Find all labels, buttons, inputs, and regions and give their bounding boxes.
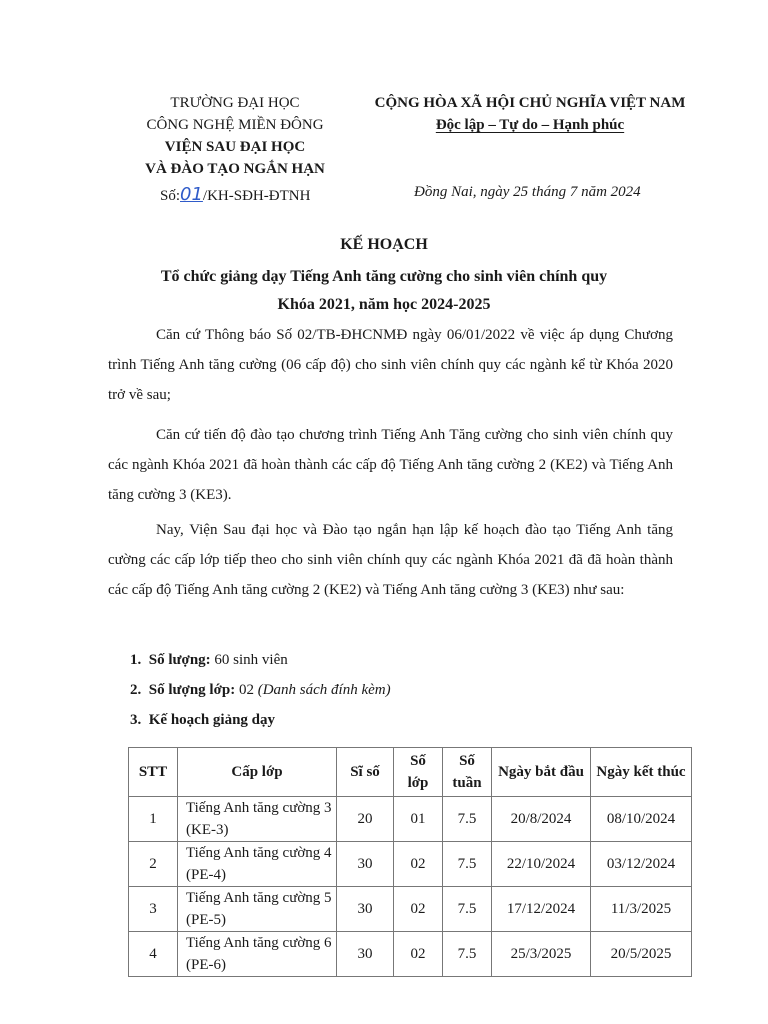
document-number	[160, 184, 310, 205]
item-label: Kế hoạch giảng dạy	[148, 712, 276, 728]
cell-end: 20/5/2025	[591, 932, 692, 977]
cell-weeks: 7.5	[443, 932, 492, 977]
cell-size: 30	[337, 842, 394, 887]
org-line-2: CÔNG NGHỆ MIỀN ĐÔNG	[146, 117, 324, 133]
cell-weeks: 7.5	[443, 887, 492, 932]
item-number: 2.	[130, 682, 142, 698]
col-header-stt: STT	[129, 748, 178, 797]
country-name: CỘNG HÒA XÃ HỘI CHỦ NGHĨA VIỆT NAM	[374, 95, 686, 111]
cell-classes: 01	[394, 797, 443, 842]
cell-weeks: 7.5	[443, 797, 492, 842]
doc-number-suffix: /KH-SĐH-ĐTNH	[202, 188, 311, 204]
plan-items	[130, 645, 391, 735]
table-row	[129, 932, 692, 977]
cell-start: 20/8/2024	[492, 797, 591, 842]
document-subtitle-1: Tổ chức giảng dạy Tiếng Anh tăng cường cho sinh viên chính quy	[160, 268, 608, 285]
org-line-3: VIỆN SAU ĐẠI HỌC	[164, 139, 306, 155]
paragraph-decision	[108, 515, 673, 605]
cell-stt: 3	[129, 887, 178, 932]
list-item	[130, 645, 391, 675]
cell-start: 25/3/2025	[492, 932, 591, 977]
cell-level: Tiếng Anh tăng cường 5 (PE-5)	[178, 887, 337, 932]
col-header-start: Ngày bắt đầu	[492, 748, 591, 797]
paragraph-text: Nay, Viện Sau đại học và Đào tạo ngắn hạn lập kế hoạch đào tạo Tiếng Anh tăng cường các cấp lớp tiếp theo cho sinh viên chính quy các ngành Khóa 2021 đã đã hoàn thành các cấp độ Tiếng Anh tăng cường 2 (KE2) và Tiếng Anh tăng cường 3 (KE3) như sau:	[108, 522, 673, 598]
national-motto: Độc lập – Tự do – Hạnh phúc	[435, 117, 625, 133]
cell-start: 17/12/2024	[492, 887, 591, 932]
table-header-row	[129, 748, 692, 797]
cell-level: Tiếng Anh tăng cường 3 (KE-3)	[178, 797, 337, 842]
cell-level: Tiếng Anh tăng cường 6 (PE-6)	[178, 932, 337, 977]
cell-level: Tiếng Anh tăng cường 4 (PE-4)	[178, 842, 337, 887]
org-line-1: TRƯỜNG ĐẠI HỌC	[170, 95, 300, 111]
cell-classes: 02	[394, 932, 443, 977]
organization-header	[110, 92, 360, 180]
item-value: 02	[235, 682, 258, 698]
place-date: Đồng Nai, ngày 25 tháng 7 năm 2024	[414, 184, 641, 200]
doc-number-handwritten: 01	[180, 184, 203, 205]
paragraph-text: Căn cứ Thông báo Số 02/TB-ĐHCNMĐ ngày 06/01/2022 về việc áp dụng Chương trình Tiếng Anh tăng cường (06 cấp độ) cho sinh viên chính quy các ngành kể từ Khóa 2020 trở về sau;	[108, 327, 673, 403]
col-header-size: Sĩ số	[337, 748, 394, 797]
national-header	[340, 92, 720, 136]
col-header-classes: Số lớp	[394, 748, 443, 797]
cell-end: 03/12/2024	[591, 842, 692, 887]
item-label: Số lượng lớp:	[148, 682, 236, 698]
list-item	[130, 705, 391, 735]
col-header-level: Cấp lớp	[178, 748, 337, 797]
table-row	[129, 887, 692, 932]
org-line-4: VÀ ĐÀO TẠO NGẮN HẠN	[145, 161, 325, 177]
cell-size: 20	[337, 797, 394, 842]
cell-stt: 2	[129, 842, 178, 887]
cell-size: 30	[337, 887, 394, 932]
cell-stt: 4	[129, 932, 178, 977]
cell-classes: 02	[394, 887, 443, 932]
item-label: Số lượng:	[148, 652, 211, 668]
table-row	[129, 842, 692, 887]
cell-end: 11/3/2025	[591, 887, 692, 932]
list-item	[130, 675, 391, 705]
item-number: 1.	[130, 652, 142, 668]
paragraph-text: Căn cứ tiến độ đào tạo chương trình Tiếng Anh Tăng cường cho sinh viên chính quy các ngành Khóa 2021 đã hoàn thành các cấp độ Tiếng Anh tăng cường 2 (KE2) và Tiếng Anh tăng cường 3 (KE3).	[108, 427, 673, 503]
cell-classes: 02	[394, 842, 443, 887]
paragraph-legal-basis-2	[108, 420, 673, 510]
document-title: KẾ HOẠCH	[340, 236, 428, 253]
item-number: 3.	[130, 712, 142, 728]
col-header-weeks: Số tuần	[443, 748, 492, 797]
paragraph-legal-basis-1	[108, 320, 673, 410]
document-subtitle-2: Khóa 2021, năm học 2024-2025	[277, 296, 491, 313]
cell-end: 08/10/2024	[591, 797, 692, 842]
cell-stt: 1	[129, 797, 178, 842]
col-header-end: Ngày kết thúc	[591, 748, 692, 797]
cell-size: 30	[337, 932, 394, 977]
item-value: 60 sinh viên	[210, 652, 288, 668]
item-note: (Danh sách đính kèm)	[257, 682, 391, 698]
teaching-plan-table	[128, 747, 692, 977]
cell-weeks: 7.5	[443, 842, 492, 887]
cell-start: 22/10/2024	[492, 842, 591, 887]
table-row	[129, 797, 692, 842]
doc-number-prefix: Số:	[160, 188, 181, 204]
